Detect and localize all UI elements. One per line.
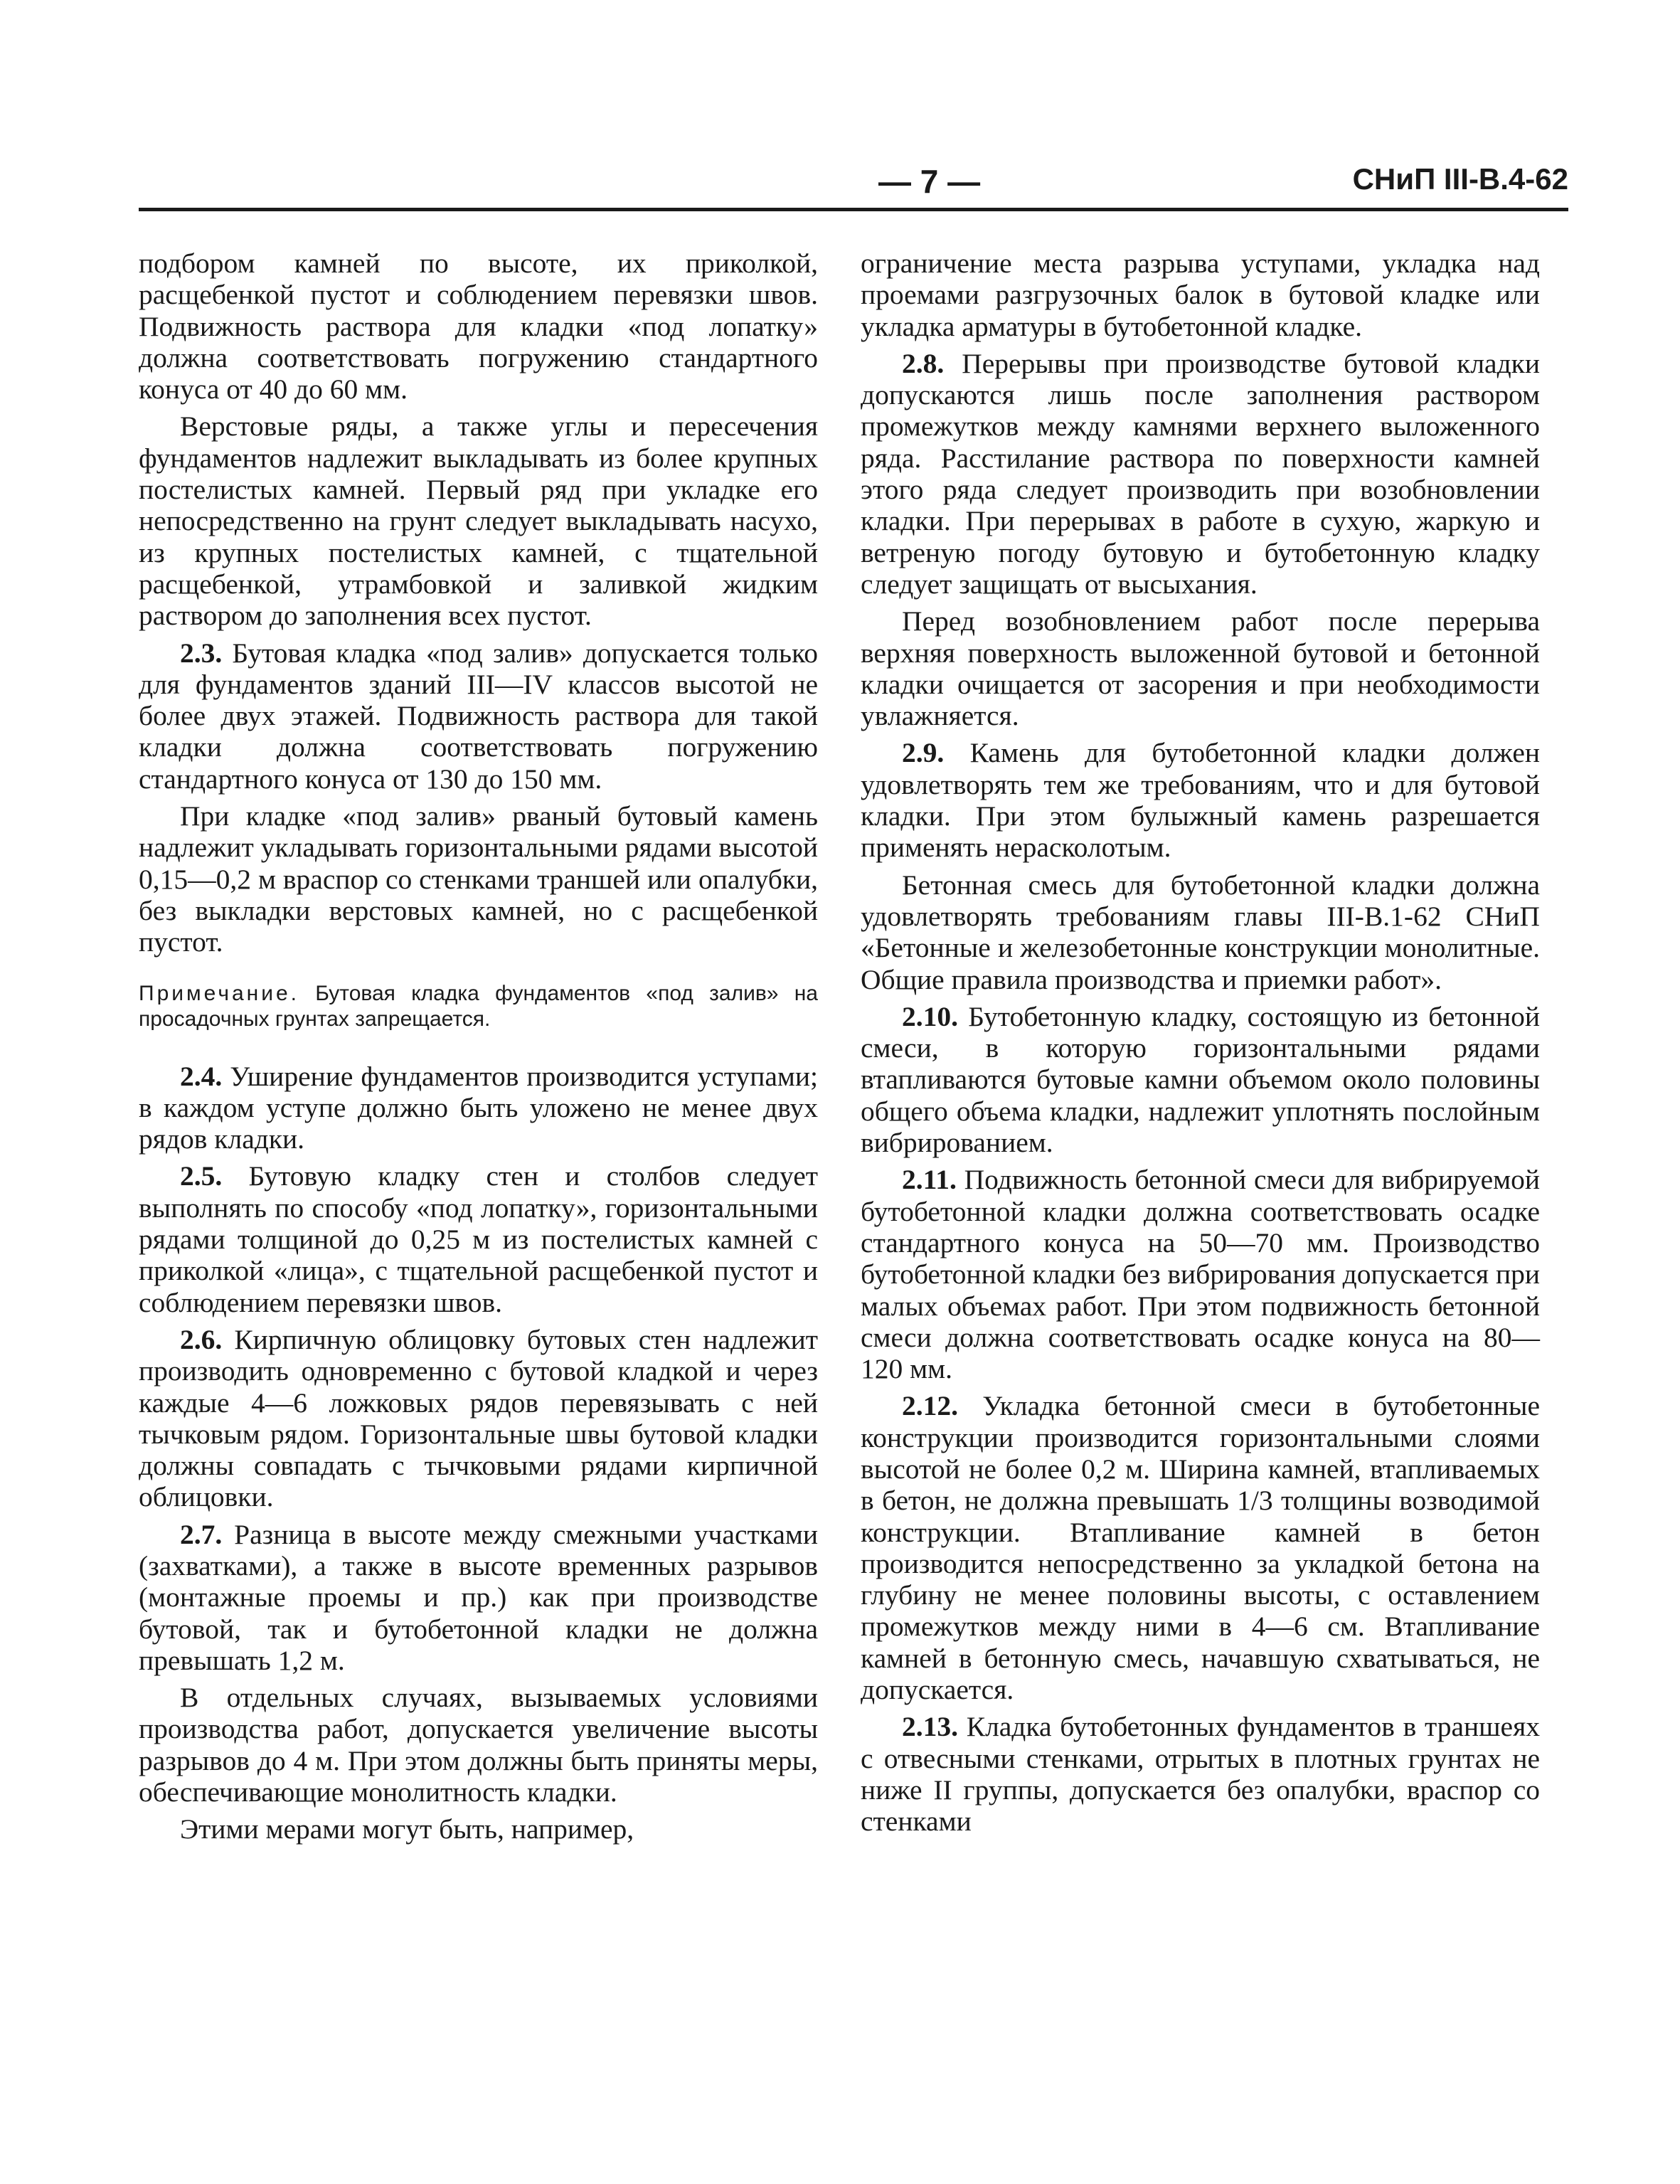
clause-number: 2.4. [180,1060,223,1092]
left-column [139,248,818,1851]
clause-text: Кирпичную облицовку бутовых стен надлежит производить одновременно с бутовой кладкой и через каждые 4—6 ложковых рядов перевязывать с ней тычковым рядом. Горизонтальные швы бутовой кладки должны совпадать с тычковыми рядами кирпичной облицовки. [139,1323,818,1513]
clause-number: 2.9. [902,737,945,769]
clause-number: 2.10. [902,1000,958,1032]
document-code: СНиП III-В.4-62 [1352,162,1568,196]
clause-text: Камень для бутобетонной кладки должен удовлетворять тем же требованиям, что и для бутовой кладки. При этом булыжный камень разрешается применять нерасколотым. [861,737,1540,864]
clause-number: 2.12. [902,1390,958,1422]
clause-number: 2.5. [180,1160,223,1192]
note [139,981,818,1032]
paragraph-2-4 [139,1061,818,1155]
paragraph: ограничение места разрыва уступами, укладка над проемами разгрузочных балок в бутовой кладке или укладка арматуры в бутобетонной кладке. [861,248,1540,342]
paragraph: Верстовые ряды, а также углы и пересечения фундаментов надлежит выкладывать из более крупных постелистых камней. Первый ряд при укладке его непосредственно на грунт следует выкладывать насухо, из крупных постелистых камней, с тщательной расщебенкой, утрамбовкой и заливкой жидким раствором до заполнения всех пустот. [139,410,818,632]
clause-text: Бутобетонную кладку, состоящую из бетонной смеси, в которую горизонтальными рядами втапливаются бутовые камни объемом около половины общего объема кладки, надлежит уплотнять послойным вибрированием. [861,1000,1541,1159]
paragraph-2-3 [139,637,818,795]
page-number: — 7 — [878,163,981,200]
clause-text: Кладка бутобетонных фундаментов в траншеях с отвесными стенками, отрытых в плотных грунтах не ниже II группы, допускается без опалубки, враспор со стенками [861,1711,1540,1838]
note-label: Примечание. [139,981,299,1005]
paragraph: Перед возобновлением работ после перерыва верхняя поверхность выложенной бутовой и бетонной кладки очищается от засорения и при необходимости увлажняется. [861,605,1540,732]
paragraph-2-12 [861,1390,1540,1705]
clause-number: 2.11. [902,1164,957,1196]
paragraph-2-7 [139,1519,818,1676]
paragraph: Этими мерами могут быть, например, [180,1813,634,1845]
note-text: Бутовая кладка фундаментов «под залив» на просадочных грунтах запрещается. [139,981,818,1031]
paragraph: При кладке «под залив» рваный бутовый камень надлежит укладывать горизонтальными рядами высотой 0,15—0,2 м враспор со стенками траншей или опалубки, без выкладки верстовых камней, но с расщебенкой пустот. [139,800,818,958]
clause-text: Бутовая кладка «под залив» допускается только для фундаментов зданий III—IV классов высотой не более двух этажей. Подвижность раствора для такой кладки должна соответствовать погружению стандартного конуса от 130 до 150 мм. [139,637,818,795]
clause-text: Бутовую кладку стен и столбов следует выполнять по способу «под лопатку», горизонтальными рядами толщиной до 0,25 м из постелистых камней с приколкой «лица», с тщательной расщебенкой пустот и соблюдением перевязки швов. [139,1160,818,1318]
paragraph-2-5 [139,1160,818,1318]
clause-number: 2.7. [180,1518,223,1550]
paragraph-2-9 [861,737,1540,863]
paragraph: В отдельных случаях, вызываемых условиями производства работ, допускается увеличение высоты разрывов до 4 м. При этом должны быть приняты меры, обеспечивающие монолитность кладки. [139,1682,818,1808]
paragraph-2-6 [139,1324,818,1513]
clause-number: 2.8. [902,347,945,379]
clause-text: Разница в высоте между смежными участками (захватками), а также в высоте временных разрывов (монтажные проемы и пр.) как при производстве бутовой, так и бутобетонной кладки не должна превышать 1,2 м. [139,1518,819,1676]
right-column [861,248,1540,1843]
page-header [139,162,1568,212]
clause-text: Перерывы при производстве бутовой кладки допускаются лишь после заполнения раствором промежутков между камнями верхнего выложенного ряда. Расстилание раствора по поверхности камней этого ряда следует производить при возобновлении кладки. При перерывах в работе в сухую, жаркую и ветреную погоду бутовую и бутобетонную кладку следует защищать от высыхания. [861,347,1541,600]
clause-text: Уширение фундаментов производится уступами; в каждом уступе должно быть уложено не менее двух рядов кладки. [139,1060,818,1155]
clause-text: Подвижность бетонной смеси для вибрируемой бутобетонной кладки должна соответствовать осадке стандартного конуса на 50—70 мм. Производство бутобетонной кладки без вибрирования допускается при малых объемах работ. При этом подвижность бетонной смеси должна соответствовать осадке конуса на 80—120 мм. [861,1164,1540,1385]
paragraph-2-13 [861,1711,1540,1837]
clause-number: 2.13. [902,1711,958,1743]
paragraph-2-11 [861,1164,1540,1384]
header-rule [139,208,1568,211]
paragraph: Бетонная смесь для бутобетонной кладки должна удовлетворять требованиям главы III-В.1-62 СНиП «Бетонные и железобетонные конструкции монолитные. Общие правила производства и приемки работ». [861,869,1540,995]
paragraph-2-8 [861,348,1540,600]
clause-number: 2.6. [180,1323,223,1355]
clause-text: Укладка бетонной смеси в бутобетонные конструкции производится горизонтальными слоями высотой не более 0,2 м. Ширина камней, втапливаемых в бетон, не должна превышать 1/3 толщины возводимой конструкции. Втапливание камней в бетон производится непосредственно за укладкой бетона на глубину не менее половины высоты, с оставлением промежутков между ними в 4—6 см. Втапливание камней в бетонную смесь, начавшую схватываться, не допускается. [861,1390,1540,1706]
paragraph-2-10 [861,1001,1540,1158]
paragraph: подбором камней по высоте, их приколкой, расщебенкой пустот и соблюдением перевязки швов. Подвижность раствора для кладки «под лопатку» должна соответствовать погружению стандартного конуса от 40 до 60 мм. [139,248,818,405]
clause-number: 2.3. [180,637,223,669]
